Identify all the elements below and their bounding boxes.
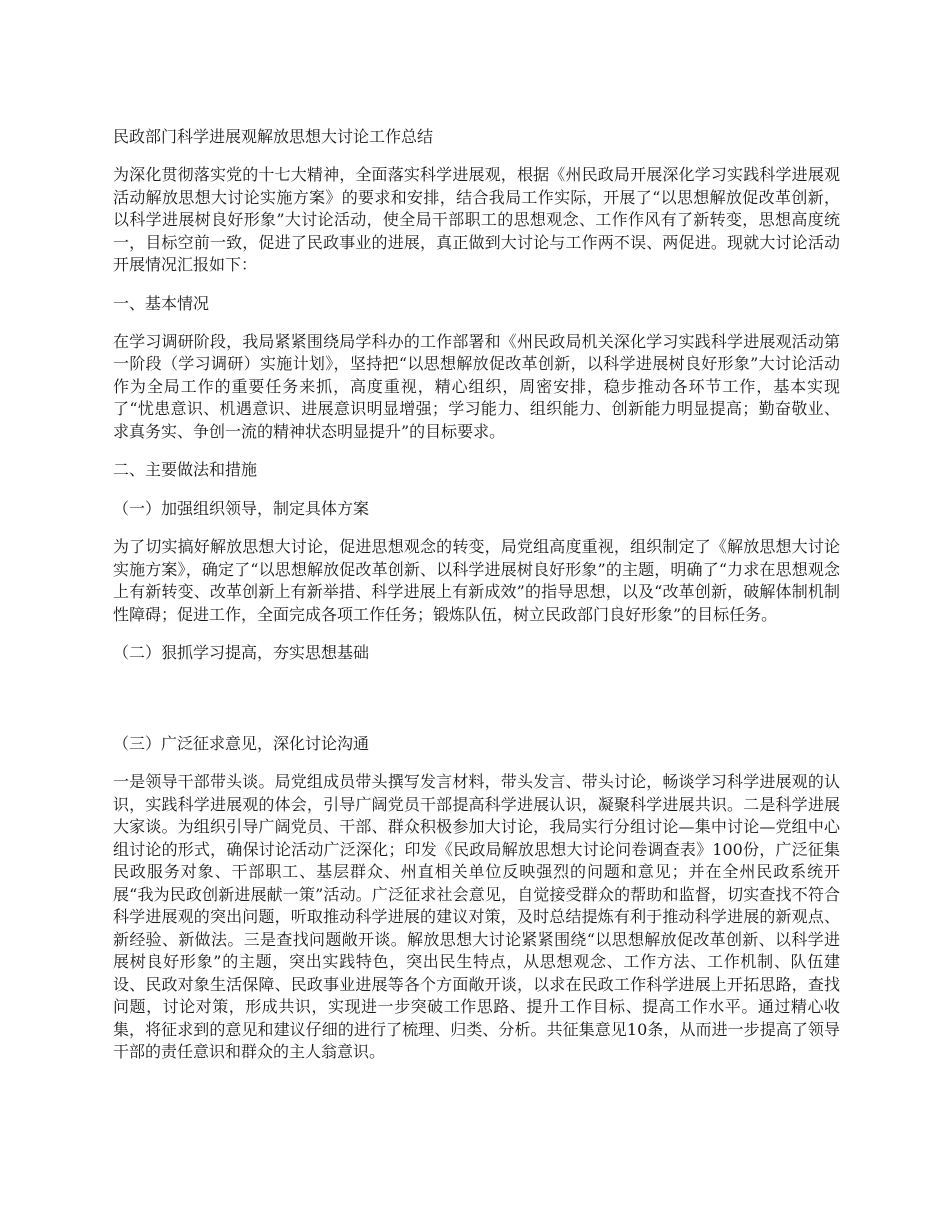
subsection-3-paragraph: 一是领导干部带头谈。局党组成员带头撰写发言材料，带头发言、带头讨论，畅谈学习科学进展观的认识，实践科学进展观的体会，引导广阔党员干部提高科学进展认识，凝聚科学进展共识。二是科学进展大家谈。为组织引导广阔党员、干部、群众积极参加大讨论，我局实行分组讨论—集中讨论—党组中心组讨论的形式，确保讨论活动广泛深化；印发《民政局解放思想大讨论问卷调查表》100份，广泛征集民政服务对象、干部职工、基层群众、州直相关单位反映强烈的问题和意见；并在全州民政系统开展“我为民政创新进展献一策”活动。广泛征求社会意见，自觉接受群众的帮助和监督，切实查找不符合科学进展观的突出问题，听取推动科学进展的建议对策，及时总结提炼有利于推动科学进展的新观点、新经验、新做法。三是查找问题敞开谈。解放思想大讨论紧紧围绕“以思想解放促改革创新、以科学进展树良好形象”的主题，突出实践特色，突出民生特点，从思想观念、工作方法、工作机制、队伍建设、民政对象生活保障、民政事业进展等各个方面敞开谈，以求在民政工作科学进展上开拓思路，查找问题，讨论对策，形成共识，实现进一步突破工作思路、提升工作目标、提高工作水平。通过精心收集，将征求到的意见和建议仔细的进行了梳理、归类、分析。共征集意见10条，从而进一步提高了领导干部的责任意识和群众的主人翁意识。	[113, 772, 840, 1061]
intro-paragraph: 为深化贯彻落实党的十七大精神，全面落实科学进展观，根据《州民政局开展深化学习实践科学进展观活动解放思想大讨论实施方案》的要求和安排，结合我局工作实际，开展了“以思想解放促改革创新，以科学进展树良好形象”大讨论活动，使全局干部职工的思想观念、工作作风有了新转变，思想高度统一，目标空前一致，促进了民政事业的进展，真正做到大讨论与工作两不误、两促进。现就大讨论活动开展情况汇报如下：	[113, 165, 840, 274]
section-2-heading: 二、主要做法和措施	[113, 460, 258, 479]
blank-space	[113, 680, 840, 732]
section-1-paragraph: 在学习调研阶段，我局紧紧围绕局学科办的工作部署和《州民政局机关深化学习实践科学进展观活动第一阶段（学习调研）实施计划》，坚持把“以思想解放促改革创新，以科学进展树良好形象”大讨论活动作为全局工作的重要任务来抓，高度重视，精心组织，周密安排，稳步推动各环节工作，基本实现了“忧患意识、机遇意识、进展意识明显增强；学习能力、组织能力、创新能力明显提高；勤奋敬业、求真务实、争创一流的精神状态明显提升”的目标要求。	[113, 331, 840, 441]
subsection-3-heading: （三）广泛征求意见，深化讨论沟通	[113, 734, 370, 753]
document-title: 民政部门科学进展观解放思想大讨论工作总结	[113, 127, 434, 146]
subsection-2-heading: （二）狠抓学习提高，夯实思想基础	[113, 643, 370, 662]
subsection-1-heading: （一）加强组织领导，制定具体方案	[113, 499, 370, 518]
subsection-1-paragraph: 为了切实搞好解放思想大讨论，促进思想观念的转变，局党组高度重视，组织制定了《解放思想大讨论实施方案》，确定了“以思想解放促改革创新、以科学进展树良好形象”的主题，明确了“力求在思想观念上有新转变、改革创新上有新举措、科学进展上有新成效”的指导思想，以及“改革创新，破解体制机制性障碍；促进工作，全面完成各项工作任务；锻炼队伍，树立民政部门良好形象”的目标任务。	[113, 537, 840, 624]
section-1-heading: 一、基本情况	[113, 293, 210, 313]
document-page	[113, 125, 840, 1079]
